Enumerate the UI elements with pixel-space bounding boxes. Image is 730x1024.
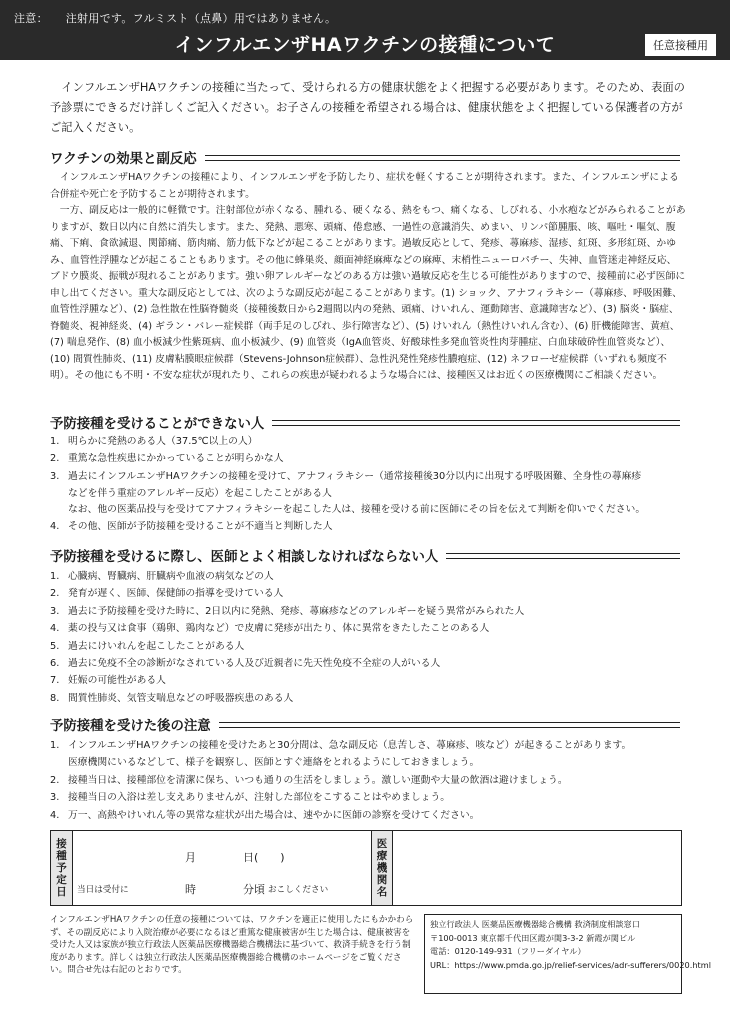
list-text: 間質性肺炎、気管支喘息などの呼吸器疾患のある人: [68, 692, 294, 704]
notice-text: 注射用です。フルミスト（点鼻）用ではありません。: [65, 12, 337, 25]
cannot-note: なお、他の医薬品投与を受けてアナフィラキシーを起こした人は、接種を受ける前に医師にその旨を伝えて判断を仰いでください。: [68, 504, 646, 515]
label-char: 医: [376, 838, 388, 850]
contact-phone: 電話：0120-149-931（フリーダイヤル）: [430, 946, 586, 956]
reception-note: 当日は受付に: [77, 885, 129, 895]
section-rule: [219, 722, 680, 728]
contact-url[interactable]: URL：https://www.pmda.go.jp/relief-services/adr-sufferers/0020.html: [430, 959, 711, 970]
list-item: [50, 672, 690, 689]
contact-box: [424, 914, 711, 994]
list-number: 3.: [50, 792, 60, 804]
list-number: 2.: [50, 453, 60, 465]
list-text-cont: などを伴う重症のアレルギー反応）を起こしたことがある人: [68, 488, 332, 500]
list-number: 1.: [50, 740, 60, 751]
list-number: 3.: [50, 470, 60, 482]
list-item: [50, 690, 690, 707]
label-char: 接: [56, 838, 67, 850]
month-field[interactable]: 月: [185, 851, 196, 864]
list-item: [50, 585, 690, 602]
list-item: [50, 772, 690, 789]
schedule-box: [50, 830, 682, 906]
list-text: 過去にインフルエンザHAワクチンの接種を受けて、アナフィラキシー（通常接種後30分以内に出現する呼吸困難、全身性の蕁麻疹: [68, 470, 642, 482]
list-text: 心臓病、腎臓病、肝臓病や血液の病気などの人: [68, 571, 274, 582]
notice-line: [14, 10, 336, 26]
list-number: 7.: [50, 675, 60, 687]
list-number: 8.: [50, 692, 60, 704]
section-title-cannot: [50, 413, 680, 432]
section-title-after: [50, 715, 680, 734]
hour-field[interactable]: 時: [185, 883, 196, 896]
list-text: 過去に免疫不全の診断がなされている人及び近親者に先天性免疫不全症の人がいる人: [68, 658, 441, 670]
minute-field[interactable]: 分頃: [243, 883, 265, 896]
list-number: 4.: [50, 623, 60, 635]
day-field[interactable]: 日( ): [243, 851, 285, 864]
cannot-list-end: [50, 518, 690, 535]
section-rule: [272, 420, 680, 426]
list-text: 重篤な急性疾患にかかっていることが明らかな人: [68, 453, 284, 465]
list-text: 発育が遅く、医師、保健師の指導を受けている人: [68, 588, 284, 600]
list-text: 明らかに発熱のある人（37.5℃以上の人）: [68, 436, 258, 447]
effects-text: [50, 170, 686, 385]
header-bar: [0, 0, 730, 60]
effects-paragraph-1: インフルエンザHAワクチンの接種により、インフルエンザを予防したり、症状を軽くすることが期待されます。また、インフルエンザによる合併症や死亡を予防することが期待されます。: [50, 172, 679, 200]
section-title-text: 予防接種を受けることができない人: [50, 417, 265, 432]
list-item: [50, 655, 690, 672]
section-title-text: ワクチンの効果と副反応: [50, 152, 197, 167]
list-number: 4.: [50, 809, 60, 821]
label-char: 日: [56, 886, 67, 898]
contact-org: 独立行政法人 医薬品医療機器総合機構 救済制度相談窓口: [430, 919, 640, 929]
list-text: 過去に予防接種を受けた時に、2日以内に発熱、発疹、蕁麻疹などのアレルギーを疑う異常がみられた人: [68, 605, 525, 617]
list-number: 2.: [50, 588, 60, 600]
institution-name-label: [371, 831, 393, 905]
arrival-note: おこしください: [268, 885, 329, 895]
list-item: [50, 468, 690, 503]
section-rule: [446, 553, 680, 559]
section-title-text: 予防接種を受けた後の注意: [50, 719, 211, 734]
section-rule: [205, 155, 680, 161]
list-number: 4.: [50, 521, 60, 532]
list-number: 6.: [50, 658, 60, 670]
list-item: [50, 450, 690, 467]
page-title: インフルエンザHAワクチンの接種について: [174, 34, 556, 56]
list-number: 5.: [50, 640, 60, 652]
list-item: [50, 518, 690, 535]
relief-system-note: インフルエンザHAワクチンの任意の接種については、ワクチンを適正に使用したにもかかわらず、その副反応により入院治療が必要になるほど重篤な健康被害が生じた場合は、健康被害を受けた人又は家族が独立行政法人医薬品医療機器総合機構法に基づいて、救済手続きを行う制度があります。詳しくは独立行政法人医薬品医療機器総合機構のホームページをご覧ください。問合せ先は右記のとおりです。: [50, 915, 414, 976]
list-item: [50, 433, 690, 450]
notice-label: 注意：: [14, 12, 48, 25]
section-title-effects: [50, 148, 680, 167]
list-item: [50, 807, 690, 824]
label-char: 療: [376, 850, 388, 862]
list-number: 1.: [50, 436, 60, 447]
label-char: 予: [56, 862, 67, 874]
list-text: 接種当日は、接種部位を清潔に保ち、いつも通りの生活をしましょう。激しい運動や大量の飲酒は避けましょう。: [68, 774, 568, 786]
label-char: 機: [376, 862, 388, 874]
list-text: インフルエンザHAワクチンの接種を受けたあと30分間は、急な副反応（息苦しさ、蕁麻疹、咳など）が起きることがあります。: [68, 740, 632, 751]
list-text: 過去にけいれんを起こしたことがある人: [68, 640, 245, 652]
list-text: 妊娠の可能性がある人: [68, 675, 166, 687]
after-list: [50, 737, 690, 824]
list-item: [50, 789, 690, 806]
list-text-cont: 医療機関にいるなどして、様子を観察し、医師とすぐ連絡をとれるようにしておきましょう。: [68, 757, 480, 769]
section-title-consult: [50, 546, 680, 565]
label-char: 種: [56, 850, 67, 862]
schedule-date-label: [51, 831, 73, 905]
label-char: 名: [376, 886, 388, 898]
list-number: 3.: [50, 605, 60, 617]
list-text: その他、医師が予防接種を受けることが不適当と判断した人: [68, 521, 333, 532]
list-item: [50, 568, 690, 585]
consult-list: [50, 568, 690, 707]
contact-address: 〒100-0013 東京都千代田区霞が関3-3-2 新霞が関ビル: [430, 932, 636, 943]
list-number: 2.: [50, 774, 60, 786]
list-item: [50, 737, 690, 772]
intro-paragraph: インフルエンザHAワクチンの接種に当たって、受けられる方の健康状態をよく把握する必要があります。そのため、表面の予診票にできるだけ詳しくご記入ください。お子さんの接種を希望される場合は、健康状態をよく把握している保護者の方がご記入ください。: [50, 81, 685, 134]
label-char: 定: [56, 874, 67, 886]
list-number: 1.: [50, 571, 60, 582]
optional-vaccination-badge: 任意接種用: [645, 34, 716, 56]
list-item: [50, 620, 690, 637]
label-char: 関: [376, 874, 388, 886]
list-text: 万一、高熱やけいれん等の異常な症状が出た場合は、速やかに医師の診察を受けてください。: [68, 809, 480, 821]
list-text: 薬の投与又は食事（鶏卵、鶏肉など）で皮膚に発疹が出たり、体に異常をきたしたことのある人: [68, 623, 490, 635]
list-text: 接種当日の入浴は差し支えありませんが、注射した部位をこすることはやめましょう。: [68, 792, 451, 804]
list-item: [50, 638, 690, 655]
effects-paragraph-2: 一方、副反応は一般的に軽微です。注射部位が赤くなる、腫れる、硬くなる、熱をもつ、痛くなる、しびれる、小水疱などがみられることがありますが、数日以内に自然に消失します。また、発熱、悪寒、頭痛、倦怠感、一過性の意識消失、めまい、リンパ節腫脹、咳、嘔吐・嘔気、腹痛、下痢、食欲減退、関節痛、筋肉痛、筋力低下などが起こることがあります。過敏反応として、発疹、蕁麻疹、湿疹、紅斑、多形紅斑、かゆみ、血管性浮腫などが起こることもあります。その他に蜂巣炎、顔面神経麻痺などの麻痺、末梢性ニューロパチー、失神、血管迷走神経反応、ブドウ膜炎、振戦が現れることがあります。強い卵アレルギーなどのある方は強い過敏反応を生じる可能性がありますので、接種前に必ず医師に申し出てください。重大な副反応としては、次のような副反応が起こることがあります。(1) ショック、アナフィラキシー（蕁麻疹、呼吸困難、血管性浮腫など）、(2) 急性散在性脳脊髄炎（接種後数日から2週間以内の発熱、頭痛、けいれん、運動障害、意識障害など）、(3) 脳炎・脳症、脊髄炎、視神経炎、(4) ギラン・バレー症候群（両手足のしびれ、歩行障害など）、(5) けいれん（熱性けいれん含む）、(6) 肝機能障害、黄疸、(7) 喘息発作、(8) 血小板減少性紫斑病、血小板減少、(9) 血管炎（IgA血管炎、好酸球性多発血管炎性肉芽腫症、白血球破砕性血管炎など）、(10) 間質性肺炎、(11) 皮膚粘膜眼症候群（Stevens-Johnson症候群）、急性汎発性発疹性膿疱症、(12) ネフローゼ症候群（いずれも頻度不明）。その他にも不明・不安な症状が現れたり、これらの疾患が疑われるような場合には、接種医又はお近くの医療機関にご相談ください。: [50, 205, 686, 381]
list-item: [50, 603, 690, 620]
section-title-text: 予防接種を受けるに際し、医師とよく相談しなければならない人: [50, 550, 439, 565]
institution-name-field[interactable]: [395, 831, 681, 905]
cannot-list: [50, 433, 690, 503]
